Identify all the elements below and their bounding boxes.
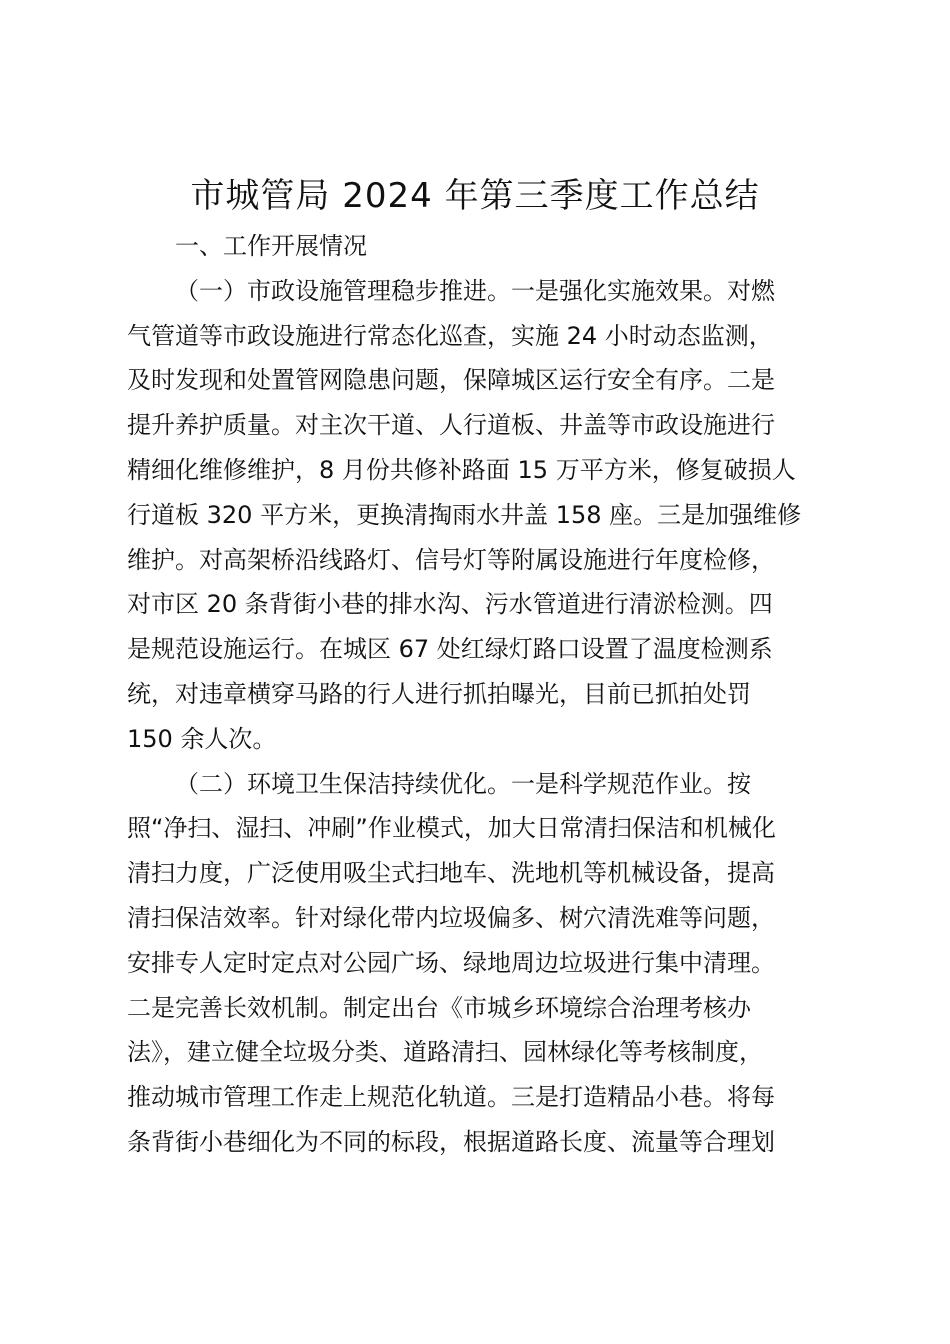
- text-line: 二是完善长效机制。制定出台《市城乡环境综合治理考核办: [127, 993, 751, 1022]
- text-line: 推动城市管理工作走上规范化轨道。三是打造精品小巷。将每: [127, 1083, 775, 1112]
- text-line: 清扫力度，广泛使用吸尘式扫地车、洗地机等机械设备，提高: [127, 859, 775, 888]
- text-line: 条背街小巷细化为不同的标段，根据道路长度、流量等合理划: [127, 1127, 775, 1156]
- text-line: 提升养护质量。对主次干道、人行道板、井盖等市政设施进行: [127, 411, 775, 440]
- text-line: 维护。对高架桥沿线路灯、信号灯等附属设施进行年度检修，: [127, 545, 775, 574]
- text-line: （二）环境卫生保洁持续优化。一是科学规范作业。按: [175, 769, 751, 798]
- text-line: 气管道等市政设施进行常态化巡查，实施 24 小时动态监测，: [127, 321, 773, 350]
- text-line: 150 余人次。: [127, 724, 277, 753]
- text-line: 照“净扫、湿扫、冲刷”作业模式，加大日常清扫保洁和机械化: [127, 814, 776, 843]
- paragraph-environmental-sanitation: [127, 762, 832, 1165]
- text-line: 是规范设施运行。在城区 67 处红绿灯路口设置了温度检测系: [127, 635, 773, 664]
- text-line: 统，对违章横穿马路的行人进行抓拍曝光，目前已抓拍处罚: [127, 679, 751, 708]
- text-line: 法》，建立健全垃圾分类、道路清扫、园林绿化等考核制度，: [127, 1038, 763, 1067]
- text-line: 行道板 320 平方米，更换清掏雨水井盖 158 座。三是加强维修: [127, 500, 802, 529]
- text-line: 及时发现和处置管网隐患问题，保障城区运行安全有序。二是: [127, 366, 775, 395]
- paragraph-municipal-facilities: [127, 269, 832, 762]
- text-line: 对市区 20 条背街小巷的排水沟、污水管道进行清淤检测。四: [127, 590, 773, 619]
- document-body: [127, 224, 832, 1165]
- text-line: （一）市政设施管理稳步推进。一是强化实施效果。对燃: [175, 276, 775, 305]
- section-heading: 一、工作开展情况: [175, 232, 367, 260]
- text-line: 安排专人定时定点对公园广场、绿地周边垃圾进行集中清理。: [127, 948, 775, 977]
- text-line: 清扫保洁效率。针对绿化带内垃圾偏多、树穴清洗难等问题，: [127, 903, 775, 932]
- document-title: 市城管局 2024 年第三季度工作总结: [190, 176, 760, 216]
- text-line: 精细化维修维护，8 月份共修补路面 15 万平方米，修复破损人: [127, 455, 796, 484]
